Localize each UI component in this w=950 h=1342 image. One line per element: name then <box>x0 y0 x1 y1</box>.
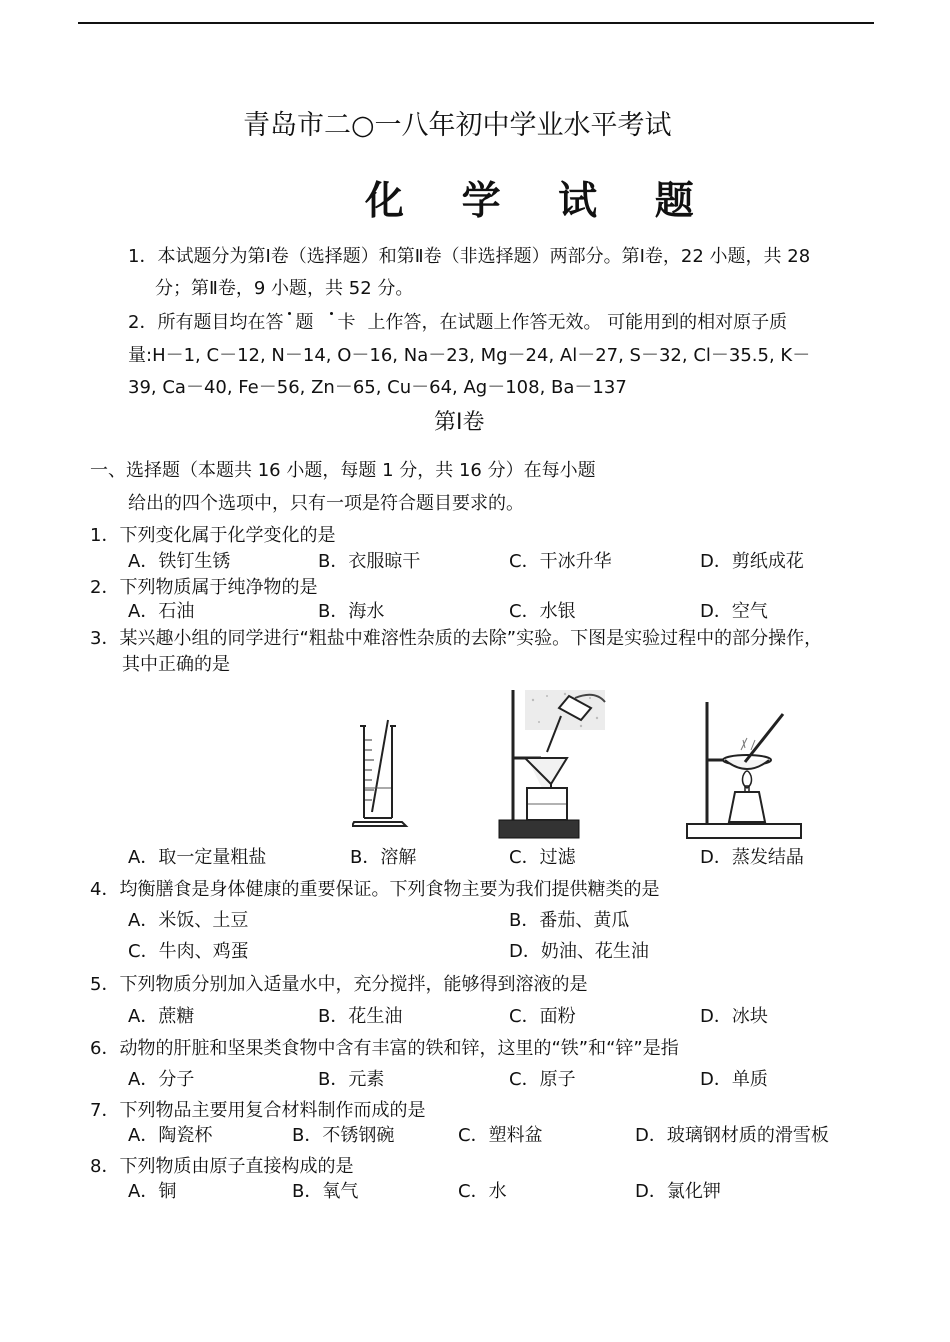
question-8-option-c: C．水 <box>458 1181 507 1202</box>
question-2-option-d: D．空气 <box>700 601 768 622</box>
question-7-option-b: B．不锈钢碗 <box>292 1125 395 1146</box>
question-8-option-b: B．氧气 <box>292 1181 359 1202</box>
question-3-option-a: A．取一定量粗盐 <box>128 847 267 868</box>
exam-title: 青岛市二○一八年初中学业水平考试 <box>243 110 672 141</box>
question-8-option-a: A．铜 <box>128 1181 177 1202</box>
question-1-stem: 1．下列变化属于化学变化的是 <box>90 525 336 546</box>
part1-line-2: 给出的四个选项中，只有一项是符合题目要求的。 <box>128 493 524 514</box>
question-4-option-b: B．番茄、黄瓜 <box>509 910 630 931</box>
question-6-option-c: C．原子 <box>509 1069 576 1090</box>
question-2-stem: 2．下列物质属于纯净物的是 <box>90 577 318 598</box>
question-2-option-b: B．海水 <box>318 601 385 622</box>
instruction-line-5: 39, Ca－40, Fe－56, Zn－65, Cu－64, Ag－108, Ba－137 <box>128 377 627 398</box>
figure-filtration <box>495 688 610 842</box>
question-4-stem: 4．均衡膳食是身体健康的重要保证。下列食物主要为我们提供糖类的是 <box>90 879 660 900</box>
question-5-option-d: D．冰块 <box>700 1006 768 1027</box>
question-1-option-d: D．剪纸成花 <box>700 551 804 572</box>
question-5-option-b: B．花生油 <box>318 1006 403 1027</box>
instruction-line-2: 分；第Ⅱ卷，9 小题，共 52 分。 <box>155 278 414 299</box>
instruction-line-1: 1．本试题分为第Ⅰ卷（选择题）和第Ⅱ卷（非选择题）两部分。第Ⅰ卷，22 小题，共 28 <box>128 246 811 267</box>
instruction-line-3 <box>128 308 787 334</box>
subject-title: 化 学 试 题 <box>365 179 716 224</box>
question-1-option-a: A．铁钉生锈 <box>128 551 231 572</box>
question-3-option-b: B．溶解 <box>350 847 417 868</box>
emphasis-ti: 题 <box>295 308 313 334</box>
question-4-option-c: C．牛肉、鸡蛋 <box>128 941 249 962</box>
question-8-option-d: D．氯化钾 <box>635 1181 721 1202</box>
emphasis-ka: 卡 <box>337 308 355 334</box>
question-5-option-c: C．面粉 <box>509 1006 576 1027</box>
question-1-option-c: C．干冰升华 <box>509 551 612 572</box>
question-5-stem: 5．下列物质分别加入适量水中，充分搅拌，能够得到溶液的是 <box>90 974 588 995</box>
question-6-option-a: A．分子 <box>128 1069 195 1090</box>
instruction-line-4: 量:H－1, C－12, N－14, O－16, Na－23, Mg－24, Al－27, S－32, Cl－35.5, K－ <box>128 345 811 366</box>
question-3-option-d: D．蒸发结晶 <box>700 847 804 868</box>
question-6-option-b: B．元素 <box>318 1069 385 1090</box>
header-rule <box>78 22 874 24</box>
instruction-line-3a: 2．所有题目均在答 <box>128 312 284 333</box>
question-7-option-d: D．玻璃钢材质的滑雪板 <box>635 1125 829 1146</box>
question-3-option-c: C．过滤 <box>509 847 576 868</box>
question-4-option-a: A．米饭、土豆 <box>128 910 249 931</box>
question-7-stem: 7．下列物品主要用复合材料制作而成的是 <box>90 1100 426 1121</box>
question-7-option-c: C．塑料盆 <box>458 1125 543 1146</box>
question-3-stem: 3．某兴趣小组的同学进行“粗盐中难溶性杂质的去除”实验。下图是实验过程中的部分操作， <box>90 628 823 649</box>
question-7-option-a: A．陶瓷杯 <box>128 1125 213 1146</box>
part1-line-1: 一、选择题（本题共 16 小题，每题 1 分，共 16 分）在每小题 <box>90 460 596 481</box>
figure-evaporation <box>685 700 805 842</box>
question-3-stem-2: 其中正确的是 <box>122 654 230 675</box>
figure-graduated-cylinder <box>352 718 412 828</box>
question-2-option-c: C．水银 <box>509 601 576 622</box>
question-6-option-d: D．单质 <box>700 1069 768 1090</box>
question-8-stem: 8．下列物质由原子直接构成的是 <box>90 1156 354 1177</box>
question-1-option-b: B．衣服晾干 <box>318 551 421 572</box>
question-5-option-a: A．蔗糖 <box>128 1006 195 1027</box>
instruction-line-3d: 上作答，在试题上作答无效。 可能用到的相对原子质 <box>367 312 788 333</box>
section-title: 第Ⅰ卷 <box>434 410 485 435</box>
question-4-option-d: D．奶油、花生油 <box>509 941 649 962</box>
question-6-stem: 6．动物的肝脏和坚果类食物中含有丰富的铁和锌，这里的“铁”和“锌”是指 <box>90 1038 679 1059</box>
question-2-option-a: A．石油 <box>128 601 195 622</box>
